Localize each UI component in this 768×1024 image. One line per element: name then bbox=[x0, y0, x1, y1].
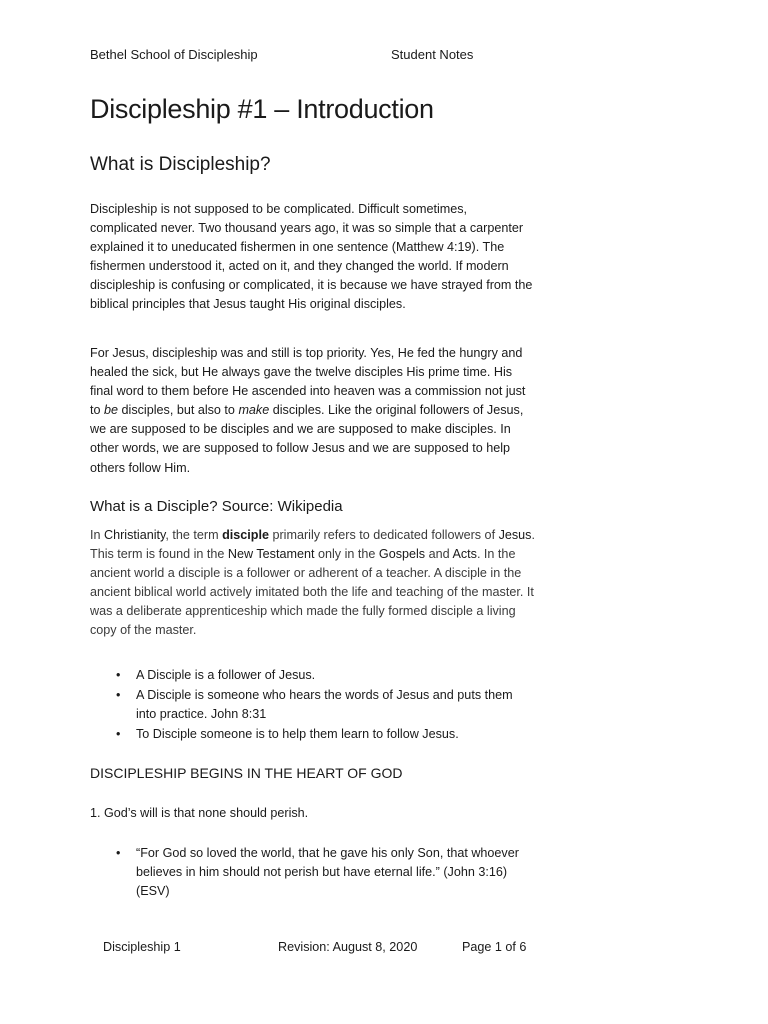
list-item-text: A Disciple is someone who hears the words of Jesus and puts them into practice. John 8:31 bbox=[136, 688, 513, 722]
paragraph-priority-text-c: disciples. Like the original followers of Jesus, we are supposed to be disciples and we are supposed to make disciples. In other words, we are supposed to follow Jesus and we are supposed to help others follow Him. bbox=[90, 403, 524, 475]
bullet-icon: • bbox=[116, 668, 121, 682]
list-item-text: To Disciple someone is to help them learn to follow Jesus. bbox=[136, 727, 459, 742]
disciple-bullet-list bbox=[90, 666, 536, 745]
scripture-bullet-list bbox=[90, 844, 536, 902]
emphasis-be: be bbox=[104, 403, 119, 418]
list-item-text: “For God so loved the world, that he gave his only Son, that whoever believes in him should not perish but have eternal life.” (John 3:16) (ESV) bbox=[136, 846, 519, 899]
list-item bbox=[90, 686, 536, 724]
wiki-text-5: only in the bbox=[314, 547, 379, 562]
wiki-text-3: primarily refers to dedicated followers of bbox=[268, 528, 499, 542]
wiki-term-christianity: Christianity bbox=[104, 528, 166, 542]
paragraph-intro: Discipleship is not supposed to be complicated. Difficult sometimes, complicated never. Two thousand years ago, it was so simple that a carpenter explained it to uneducated fishermen in one sentence (Matthew 4:19). The fishermen understood it, acted on it, and they changed the world. If modern discipleship is confusing or complicated, it is because we have strayed from the biblical principles that Jesus taught His original disciples. bbox=[90, 202, 533, 312]
page-header bbox=[90, 47, 610, 67]
wiki-text-2: , the term bbox=[165, 528, 223, 542]
wiki-term-acts: Acts bbox=[452, 547, 477, 562]
list-item-text: A Disciple is a follower of Jesus. bbox=[136, 668, 316, 682]
section-heading-what-is-a-disciple: What is a Disciple? Source: Wikipedia bbox=[90, 498, 343, 515]
paragraph-priority-text-a: For Jesus, discipleship was and still is top priority. Yes, He fed the hungry and healed the sick, but He always gave the twelve disciples His prime time. His final word to them before He ascended into heaven was a commission not just to bbox=[90, 346, 526, 418]
paragraph-priority bbox=[90, 344, 536, 478]
list-item bbox=[90, 844, 536, 901]
page-footer bbox=[0, 940, 768, 960]
wikipedia-definition bbox=[90, 526, 536, 641]
section-heading-what-is-discipleship: What is Discipleship? bbox=[90, 154, 271, 175]
footer-course-name: Discipleship 1 bbox=[103, 940, 181, 954]
bullet-icon: • bbox=[116, 688, 121, 703]
bullet-icon: • bbox=[116, 727, 121, 742]
emphasis-make: make bbox=[238, 403, 270, 418]
wiki-term-jesus: Jesus bbox=[498, 528, 532, 542]
wiki-term-disciple: disciple bbox=[222, 528, 269, 542]
numbered-point-1: 1. God’s will is that none should perish. bbox=[90, 806, 309, 820]
header-notes-label: Student Notes bbox=[391, 47, 474, 62]
wiki-text-4: . This term is found in the bbox=[90, 528, 535, 562]
list-item bbox=[90, 666, 536, 685]
wiki-term-new-testament: New Testament bbox=[227, 547, 315, 562]
list-item bbox=[90, 725, 536, 744]
footer-revision-date: Revision: August 8, 2020 bbox=[278, 940, 418, 954]
wiki-text-7: . In the ancient world a disciple is a follower or adherent of a teacher. A disciple in the ancient biblical world actively imitated both the life and teaching of the master. It was a deliberate apprenticeship which made the fully formed disciple a living copy of the master. bbox=[90, 547, 534, 638]
footer-page-number: Page 1 of 6 bbox=[462, 940, 527, 954]
wiki-term-gospels: Gospels bbox=[378, 547, 426, 562]
wiki-text-1: In bbox=[90, 528, 105, 542]
wiki-text-6: and bbox=[425, 547, 453, 562]
section-heading-heart-of-god: DISCIPLESHIP BEGINS IN THE HEART OF GOD bbox=[90, 765, 403, 781]
paragraph-priority-text-b: disciples, but also to bbox=[118, 403, 239, 418]
bullet-icon: • bbox=[116, 846, 121, 860]
header-school-name: Bethel School of Discipleship bbox=[90, 47, 258, 62]
document-title: Discipleship #1 – Introduction bbox=[90, 94, 434, 124]
